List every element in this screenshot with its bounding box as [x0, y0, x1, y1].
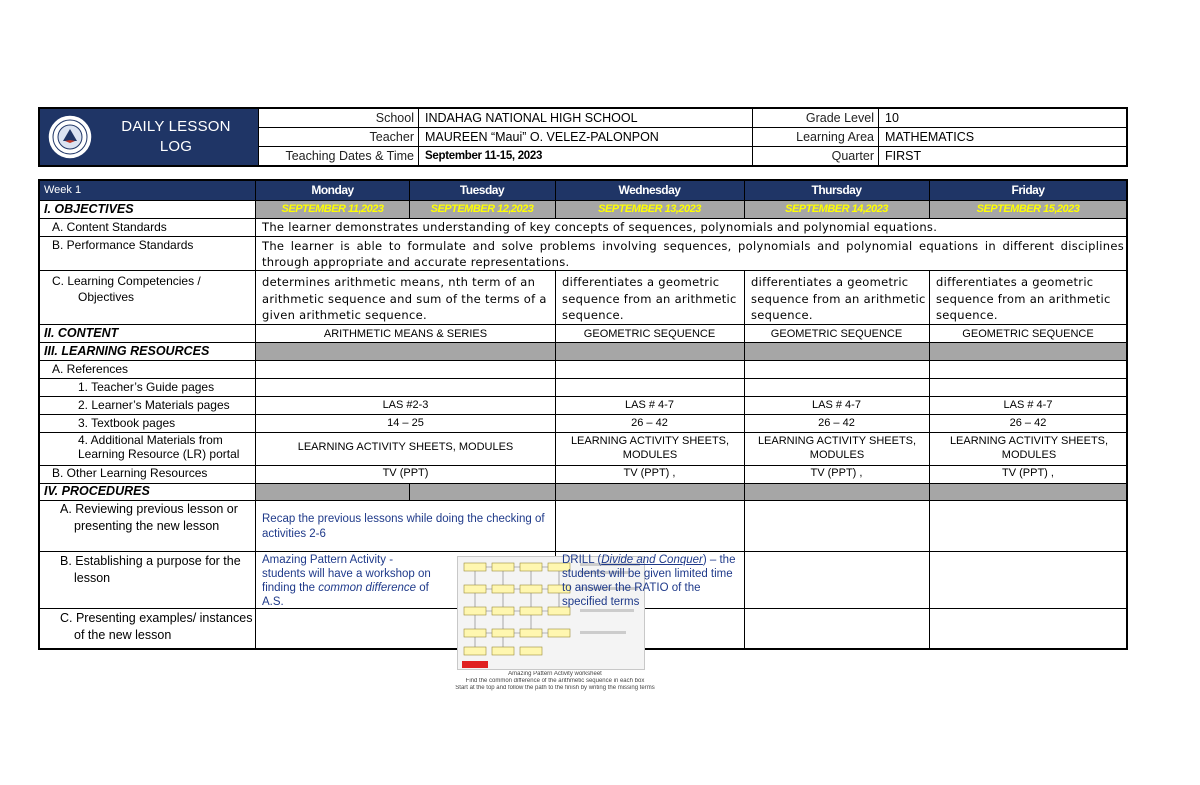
purpose-wed-line-1b: Divide and Conquer [601, 554, 703, 566]
add-materials-label-1: 4. Additional Materials from [78, 433, 223, 447]
content-thursday: GEOMETRIC SEQUENCE [770, 328, 903, 340]
resources-strip [256, 343, 1126, 360]
grid-line [40, 360, 1126, 361]
brand-title [102, 117, 250, 157]
review-label: A. Reviewing previous lesson or presenting the new lesson [60, 502, 238, 533]
purpose-monday [258, 553, 458, 611]
grid-line [40, 270, 1126, 271]
content-friday: GEOMETRIC SEQUENCE [962, 328, 1094, 340]
presenting-label: C. Presenting examples/ instances of the new lesson [60, 611, 253, 642]
purpose-label: B. Establishing a purpose for the lesson [60, 554, 241, 585]
tg-pages-label: 1. Teacher’s Guide pages [78, 380, 215, 394]
date-monday: SEPTEMBER 11,2023 [281, 203, 384, 215]
purpose-wed-line-4: specified terms [562, 596, 640, 608]
day-friday: Friday [1011, 183, 1045, 197]
deped-seal-icon [46, 113, 94, 161]
other-friday: TV (PPT) , [1002, 467, 1054, 479]
grid-line [744, 270, 745, 648]
other-resources-label: B. Other Learning Resources [52, 466, 208, 480]
grid-line [40, 378, 1126, 379]
purpose-wed-line-3: to answer the RATIO of the [562, 582, 701, 594]
purpose-wednesday [558, 553, 744, 611]
content-wednesday: GEOMETRIC SEQUENCE [583, 328, 716, 340]
lm-monday: LAS #2-3 [382, 399, 429, 411]
grid-line [409, 483, 410, 500]
add-thursday: LEARNING ACTIVITY SHEETS, MODULES [757, 435, 917, 461]
competency-friday: differentiates a geometric sequence from an arithmetic sequence. [936, 275, 1111, 322]
thumbnail-caption-3: Start at the top and follow the path to the finish by writing the missing terms [455, 685, 655, 691]
teacher-label: Teacher [369, 130, 414, 144]
date-tuesday: SEPTEMBER 12,2023 [430, 203, 534, 215]
performance-standards-label: B. Performance Standards [52, 238, 194, 252]
section-content: II. CONTENT [44, 326, 119, 340]
dll-header [38, 107, 1128, 167]
purpose-mon-line-4: A.S. [262, 596, 284, 608]
lm-friday: LAS # 4-7 [1003, 399, 1053, 411]
review-monday: Recap the previous lessons while doing the checking of activities 2-6 [262, 513, 545, 540]
tb-monday: 14 – 25 [387, 417, 424, 429]
performance-standards-text: The learner is able to formulate and solve problems involving sequences, polynomials and polynomial equations in different disciplines through appropriate and accurate representations. [262, 239, 1124, 269]
divider [878, 109, 879, 165]
grid-line [40, 396, 1126, 397]
area-label: Learning Area [796, 130, 874, 144]
school-label: School [375, 111, 414, 125]
day-tuesday: Tuesday [459, 183, 505, 197]
content-monday: ARITHMETIC MEANS & SERIES [323, 328, 488, 340]
grid-line [40, 551, 1126, 552]
week-label: Week 1 [44, 184, 82, 196]
add-friday: LEARNING ACTIVITY SHEETS, MODULES [949, 435, 1109, 461]
other-thursday: TV (PPT) , [810, 467, 863, 479]
competency-monday: determines arithmetic means, nth term of an arithmetic sequence and sum of the terms of a given arithmetic sequence. [262, 275, 547, 322]
purpose-mon-line-3b: common difference [318, 582, 417, 594]
teacher-value: MAUREEN “Maui” O. VELEZ-PALONPON [425, 130, 659, 144]
lesson-log-table [38, 179, 1128, 650]
lm-pages-label: 2. Learner’s Materials pages [78, 398, 230, 412]
purpose-mon-line-3c: of [416, 582, 429, 594]
purpose-mon-line-2: students will have a workshop on [262, 568, 431, 580]
grid-line [40, 465, 1126, 466]
quarter-label: Quarter [831, 149, 874, 163]
section-objectives: I. OBJECTIVES [44, 202, 134, 216]
divider [418, 109, 419, 165]
competencies-label-1: C. Learning Competencies / [52, 274, 201, 288]
content-standards-label: A. Content Standards [52, 220, 167, 234]
section-procedures: IV. PROCEDURES [44, 484, 150, 498]
grid-line [40, 236, 1126, 237]
lm-wednesday: LAS # 4-7 [625, 399, 674, 411]
competency-wednesday: differentiates a geometric sequence from an arithmetic sequence. [562, 275, 737, 322]
purpose-mon-line-3 [262, 581, 458, 595]
day-thursday: Thursday [811, 183, 862, 197]
purpose-mon-line-1: Amazing Pattern Activity - [262, 554, 394, 566]
competency-thursday: differentiates a geometric sequence from an arithmetic sequence. [751, 275, 926, 322]
divider [752, 109, 753, 165]
brand-block [40, 109, 258, 165]
day-monday: Monday [311, 183, 354, 197]
day-wednesday: Wednesday [618, 183, 681, 197]
quarter-value: FIRST [885, 149, 922, 163]
divider [258, 109, 259, 165]
section-resources: III. LEARNING RESOURCES [44, 344, 210, 358]
grid-line [40, 342, 1126, 343]
date-friday: SEPTEMBER 15,2023 [976, 203, 1080, 215]
date-thursday: SEPTEMBER 14,2023 [785, 203, 888, 215]
add-wednesday: LEARNING ACTIVITY SHEETS, MODULES [570, 435, 730, 461]
other-wednesday: TV (PPT) , [623, 467, 676, 479]
grid-line [40, 218, 1126, 219]
grid-line [40, 324, 1126, 325]
competencies-label-2: Objectives [78, 290, 135, 304]
dates-label: Teaching Dates & Time [285, 149, 414, 163]
grid-line [40, 500, 1126, 501]
purpose-wed-line-1a: DRILL ( [562, 554, 602, 566]
purpose-wed-line-1 [562, 553, 744, 567]
grade-value: 10 [885, 111, 899, 125]
content-standards-text: The learner demonstrates understanding of key concepts of sequences, polynomials and polynomial equations. [262, 220, 938, 234]
add-materials-label-2: Learning Resource (LR) portal [78, 447, 240, 461]
add-monday: LEARNING ACTIVITY SHEETS, MODULES [297, 441, 514, 453]
grid-line [40, 483, 1126, 484]
date-wednesday: SEPTEMBER 13,2023 [598, 203, 701, 215]
tb-friday: 26 – 42 [1009, 417, 1047, 429]
purpose-mon-line-3a: finding the [262, 582, 319, 594]
tb-thursday: 26 – 42 [818, 417, 855, 429]
dates-value: September 11-15, 2023 [425, 150, 543, 162]
thumbnail-caption-2: Find the common difference of the arithmetic sequence in each box [465, 678, 645, 684]
lm-thursday: LAS # 4-7 [812, 399, 861, 411]
other-monday: TV (PPT) [382, 467, 429, 479]
area-value: MATHEMATICS [885, 130, 975, 144]
procedures-strip [256, 483, 1126, 500]
grid-line [40, 200, 1126, 201]
grid-line [40, 432, 1126, 433]
tb-wednesday: 26 – 42 [631, 417, 668, 429]
brand-line-2: LOG [159, 138, 193, 155]
grid-line [929, 270, 930, 648]
purpose-wed-line-1c: ) – the [702, 554, 736, 566]
tb-pages-label: 3. Textbook pages [78, 416, 176, 430]
thumbnail-caption-1: Amazing Pattern Activity worksheet [508, 671, 602, 677]
school-value: INDAHAG NATIONAL HIGH SCHOOL [425, 111, 638, 125]
references-label: A. References [52, 362, 129, 376]
grid-line [40, 414, 1126, 415]
purpose-wed-line-2: students will be given limited time [562, 568, 733, 580]
grade-label: Grade Level [805, 111, 874, 125]
brand-line-1: DAILY LESSON [121, 118, 231, 135]
